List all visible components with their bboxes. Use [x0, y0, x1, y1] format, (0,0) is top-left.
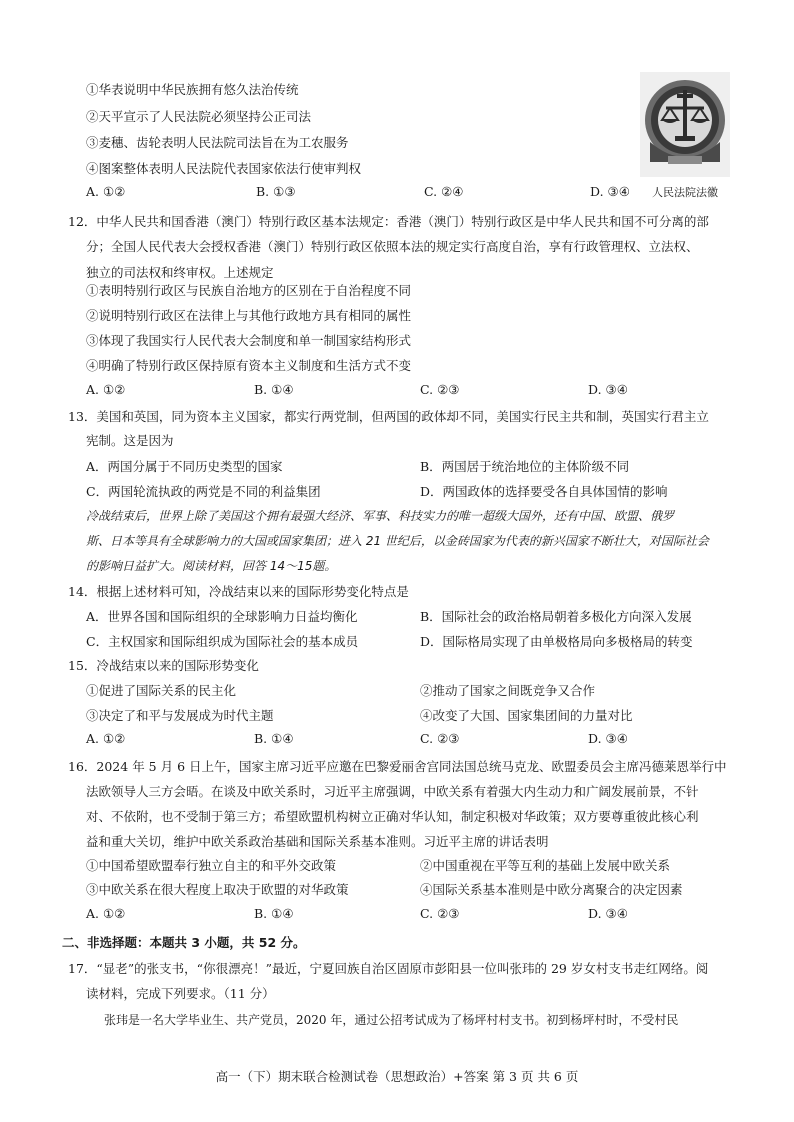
page-footer: 高一（下）期末联合检测试卷（思想政治）+答案 第 3 页 共 6 页	[215, 1069, 579, 1084]
q11-statement: ③麦穗、齿轮表明人民法院司法旨在为工农服务	[86, 135, 349, 150]
q16-statement: ③中欧关系在很大程度上取决于欧盟的对华政策	[86, 882, 349, 897]
q15-statement: ④改变了大国、国家集团间的力量对比	[420, 708, 633, 723]
q15-option-a: A. ①②	[86, 731, 126, 746]
q13-option-c: C．两国轮流执政的两党是不同的利益集团	[86, 484, 321, 499]
q16-stem-line: 益和重大关切，维护中欧关系政治基础和国际关系基本准则。习近平主席的讲话表明	[86, 834, 549, 849]
q16-option-b: B. ①④	[254, 906, 294, 921]
q14-option-d: D．国际格局实现了由单极格局向多极格局的转变	[420, 634, 693, 649]
q16-stem-line: 16．2024 年 5 月 6 日上午，国家主席习近平应邀在巴黎爱丽舍宫同法国总统马克龙、欧盟委员会主席冯德莱恩举行中	[68, 759, 727, 774]
q13-option-a: A．两国分属于不同历史类型的国家	[86, 459, 283, 474]
q12-option-d: D. ③④	[588, 382, 628, 397]
q15-option-d: D. ③④	[588, 731, 628, 746]
q14-stem: 14．根据上述材料可知，冷战结束以来的国际形势变化特点是	[68, 584, 409, 599]
q13-option-b: B．两国居于统治地位的主体阶级不同	[420, 459, 630, 474]
q16-statement: ①中国希望欧盟奉行独立自主的和平外交政策	[86, 858, 337, 873]
q13-stem-line: 宪制。这是因为	[86, 433, 174, 448]
q11-option-c: C. ②④	[424, 184, 464, 199]
q16-stem-line: 对、不依附，也不受制于第三方；希望欧盟机构树立正确对华认知，制定积极对华政策；双方要尊重彼此核心利	[86, 809, 699, 824]
q14-option-c: C．主权国家和国际组织成为国际社会的基本成员	[86, 634, 359, 649]
q16-statement: ②中国重视在平等互利的基础上发展中欧关系	[420, 858, 671, 873]
q15-stem: 15．冷战结束以来的国际形势变化	[68, 658, 259, 673]
material-line: 的影响日益扩大。阅读材料，回答 14～15题。	[86, 559, 337, 573]
q16-option-c: C. ②③	[420, 906, 460, 921]
q16-stem-line: 法欧领导人三方会晤。在谈及中欧关系时，习近平主席强调，中欧关系有着强大内生动力和广阔发展前景，不针	[86, 784, 699, 799]
q12-statement: ②说明特别行政区在法律上与其他行政地方具有相同的属性	[86, 308, 412, 323]
q12-stem-line: 分；全国人民代表大会授权香港（澳门）特别行政区依照本法的规定实行高度自治，享有行政管理权、立法权、	[86, 239, 699, 254]
emblem-caption: 人民法院法徽	[652, 186, 718, 199]
q15-statement: ③决定了和平与发展成为时代主题	[86, 708, 274, 723]
q14-option-b: B．国际社会的政治格局朝着多极化方向深入发展	[420, 609, 692, 624]
q12-stem-line: 独立的司法权和终审权。上述规定	[86, 265, 274, 280]
q14-option-a: A．世界各国和国际组织的全球影响力日益均衡化	[86, 609, 358, 624]
q16-option-a: A. ①②	[86, 906, 126, 921]
q16-option-d: D. ③④	[588, 906, 628, 921]
q11-option-d: D. ③④	[590, 184, 630, 199]
q12-option-c: C. ②③	[420, 382, 460, 397]
q11-option-a: A. ①②	[86, 184, 126, 199]
q11-statement: ①华表说明中华民族拥有悠久法治传统	[86, 82, 299, 97]
section-heading: 二、非选择题：本题共 3 小题，共 52 分。	[62, 935, 306, 950]
q11-statement: ②天平宣示了人民法院必须坚持公正司法	[86, 109, 312, 124]
q13-stem-line: 13．美国和英国，同为资本主义国家，都实行两党制，但两国的政体却不同，美国实行民主共和制，英国实行君主立	[68, 409, 709, 424]
q12-stem-line: 12．中华人民共和国香港（澳门）特别行政区基本法规定：香港（澳门）特别行政区是中华人民共和国不可分离的部	[68, 214, 709, 229]
q15-statement: ②推动了国家之间既竞争又合作	[420, 683, 596, 698]
q12-statement: ③体现了我国实行人民代表大会制度和单一制国家结构形式	[86, 333, 412, 348]
court-emblem-image	[640, 72, 730, 177]
q15-statement: ①促进了国际关系的民主化	[86, 683, 237, 698]
q15-option-c: C. ②③	[420, 731, 460, 746]
q17-material: 张玮是一名大学毕业生、共产党员，2020 年，通过公招考试成为了杨坪村村支书。初到杨坪村时，不受村民	[104, 1013, 679, 1027]
q11-option-b: B. ①③	[256, 184, 296, 199]
q16-statement: ④国际关系基本准则是中欧分离聚合的决定因素	[420, 882, 683, 897]
q12-statement: ④明确了特别行政区保持原有资本主义制度和生活方式不变	[86, 358, 412, 373]
material-line: 斯、日本等具有全球影响力的大国或国家集团；进入 21 世纪后，以金砖国家为代表的新兴国家不断壮大，对国际社会	[86, 534, 709, 548]
q12-option-a: A. ①②	[86, 382, 126, 397]
q12-statement: ①表明特别行政区与民族自治地方的区别在于自治程度不同	[86, 283, 412, 298]
q17-stem-line: 17．“显老”的张支书，“你很漂亮！”最近，宁夏回族自治区固原市彭阳县一位叫张玮的 29 岁女村支书走红网络。阅	[68, 961, 709, 976]
q15-option-b: B. ①④	[254, 731, 294, 746]
q17-stem-line: 读材料，完成下列要求。（11 分）	[86, 986, 275, 1001]
q12-option-b: B. ①④	[254, 382, 294, 397]
q11-statement: ④图案整体表明人民法院代表国家依法行使审判权	[86, 161, 362, 176]
q13-option-d: D．两国政体的选择要受各自具体国情的影响	[420, 484, 668, 499]
material-line: 冷战结束后，世界上除了美国这个拥有最强大经济、军事、科技实力的唯一超级大国外，还有中国、欧盟、俄罗	[86, 509, 675, 523]
